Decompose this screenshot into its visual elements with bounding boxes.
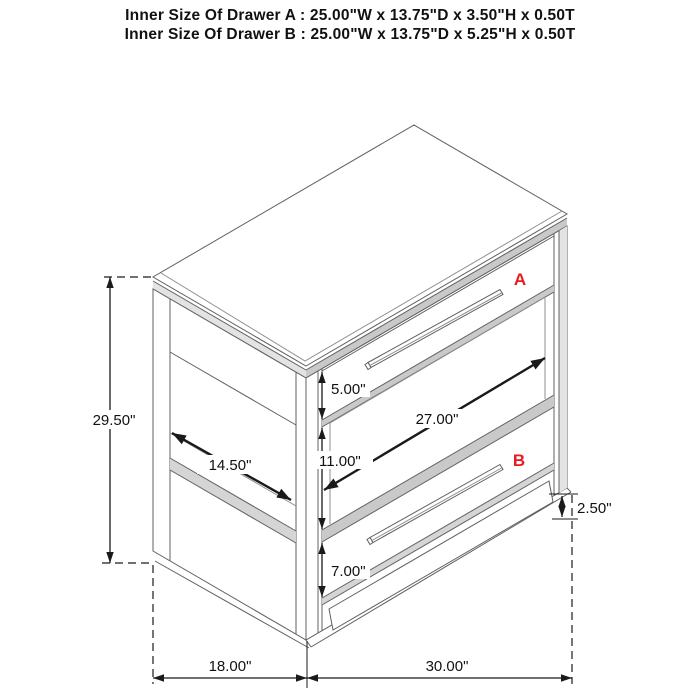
dim-inner-width-label: 27.00" (415, 411, 459, 428)
dim-depth-label: 18.00" (208, 658, 252, 675)
drawer-b-size-text: Inner Size Of Drawer B : 25.00"W x 13.75"D x 5.25"H x 0.50T (124, 26, 576, 43)
dim-shelf-depth-label: 14.50" (208, 457, 252, 474)
dim-drawer-a-height-label: 5.00" (331, 381, 366, 398)
dim-shelf-opening-height-label: 11.00" (319, 453, 361, 470)
drawer-a-label: A (513, 270, 527, 289)
dim-width-label: 30.00" (425, 658, 469, 675)
dim-drawer-b-height-label: 7.00" (331, 563, 366, 580)
right-post-shading (559, 226, 567, 493)
dim-base-height-label: 2.50" (577, 500, 612, 517)
drawer-a-size-text: Inner Size Of Drawer A : 25.00"W x 13.75"D x 3.50"H x 0.50T (125, 7, 575, 24)
drawer-b-label: B (512, 451, 526, 470)
dim-overall-height-label: 29.50" (92, 412, 136, 429)
